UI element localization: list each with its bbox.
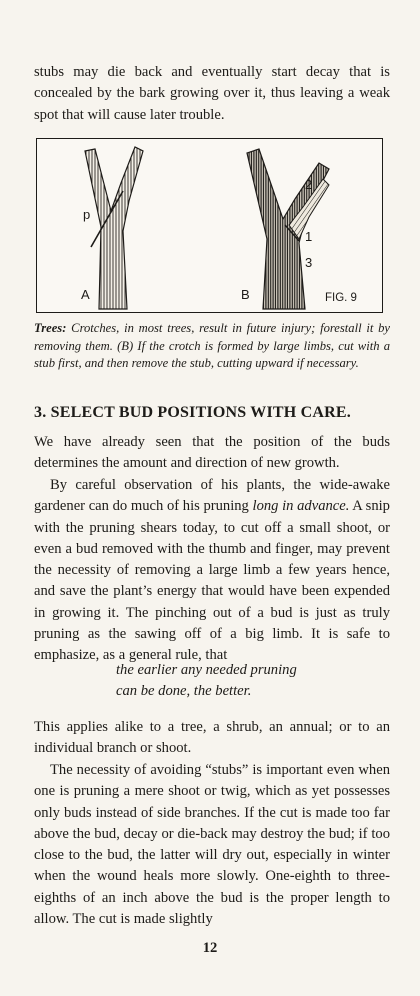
label-1: 1 — [305, 229, 313, 244]
paragraph-2 — [34, 475, 390, 667]
figure-9 — [36, 138, 383, 313]
top-paragraph: stubs may die back and eventually start decay that is concealed by the bark growing over it, thus leaving a weak spot that will cause later trouble. — [34, 64, 390, 123]
section-heading: 3. SELECT BUD POSITIONS WITH CARE. — [34, 404, 351, 421]
label-2: 2 — [305, 177, 313, 192]
caption-lead: Trees: — [34, 321, 67, 335]
paragraph-2-start: By careful observation of his plants, the wide-awake gardener can do much of his pruning — [34, 477, 390, 515]
rule-quote — [116, 660, 376, 703]
paragraph-2-end: A snip with the pruning shears today, to cut off a small shoot, or even a bud removed with the thumb and finger, may prevent the necessity of removing a large limb a few years hence, and save the plant’s energy that would have been expended in growing it. The pinching out of a bud is just as truly pruning as the sawing off of a big limb. It is safe to emphasize, as a general rule, that — [34, 498, 390, 664]
label-b: B — [241, 287, 250, 302]
label-p: p — [83, 207, 91, 222]
label-a: A — [81, 287, 90, 302]
quote-line-2: can be done, the better. — [116, 683, 252, 700]
caption-text: Crotches, in most trees, result in future injury; forestall it by removing them. (B) If the crotch is formed by large limbs, cut with a stub first, and then remove the stub, cutting upward if necessary. — [34, 321, 390, 370]
paragraph-2-emphasis: long in advance. — [252, 498, 350, 515]
paragraph-3: This applies alike to a tree, a shrub, an annual; or to an individual branch or shoot. — [34, 719, 390, 757]
quote-line-1: the earlier any needed pruning — [116, 662, 297, 678]
page-number: 12 — [202, 940, 218, 956]
figure-number: FIG. 9 — [325, 292, 357, 304]
figure-caption — [34, 320, 390, 373]
label-3: 3 — [305, 255, 313, 270]
tree-b-drawing — [247, 149, 329, 309]
tree-a-drawing — [85, 147, 143, 309]
paragraph-1: We have already seen that the position of the buds determines the amount and direction of new growth. — [34, 434, 390, 472]
paragraph-4: The necessity of avoiding “stubs” is important even when one is pruning a mere shoot or twig, which as yet possesses only buds instead of side branches. If the cut is made too far above the bud, decay or die-back may destroy the bud; if too close to the bud, the latter will dry out, especially in winter when the wound heals more slowly. One-eighth to three-eighths of an inch above the bud is the proper length to allow. The cut is made slightly — [34, 762, 390, 928]
tree-crotch-illustration — [37, 139, 384, 314]
